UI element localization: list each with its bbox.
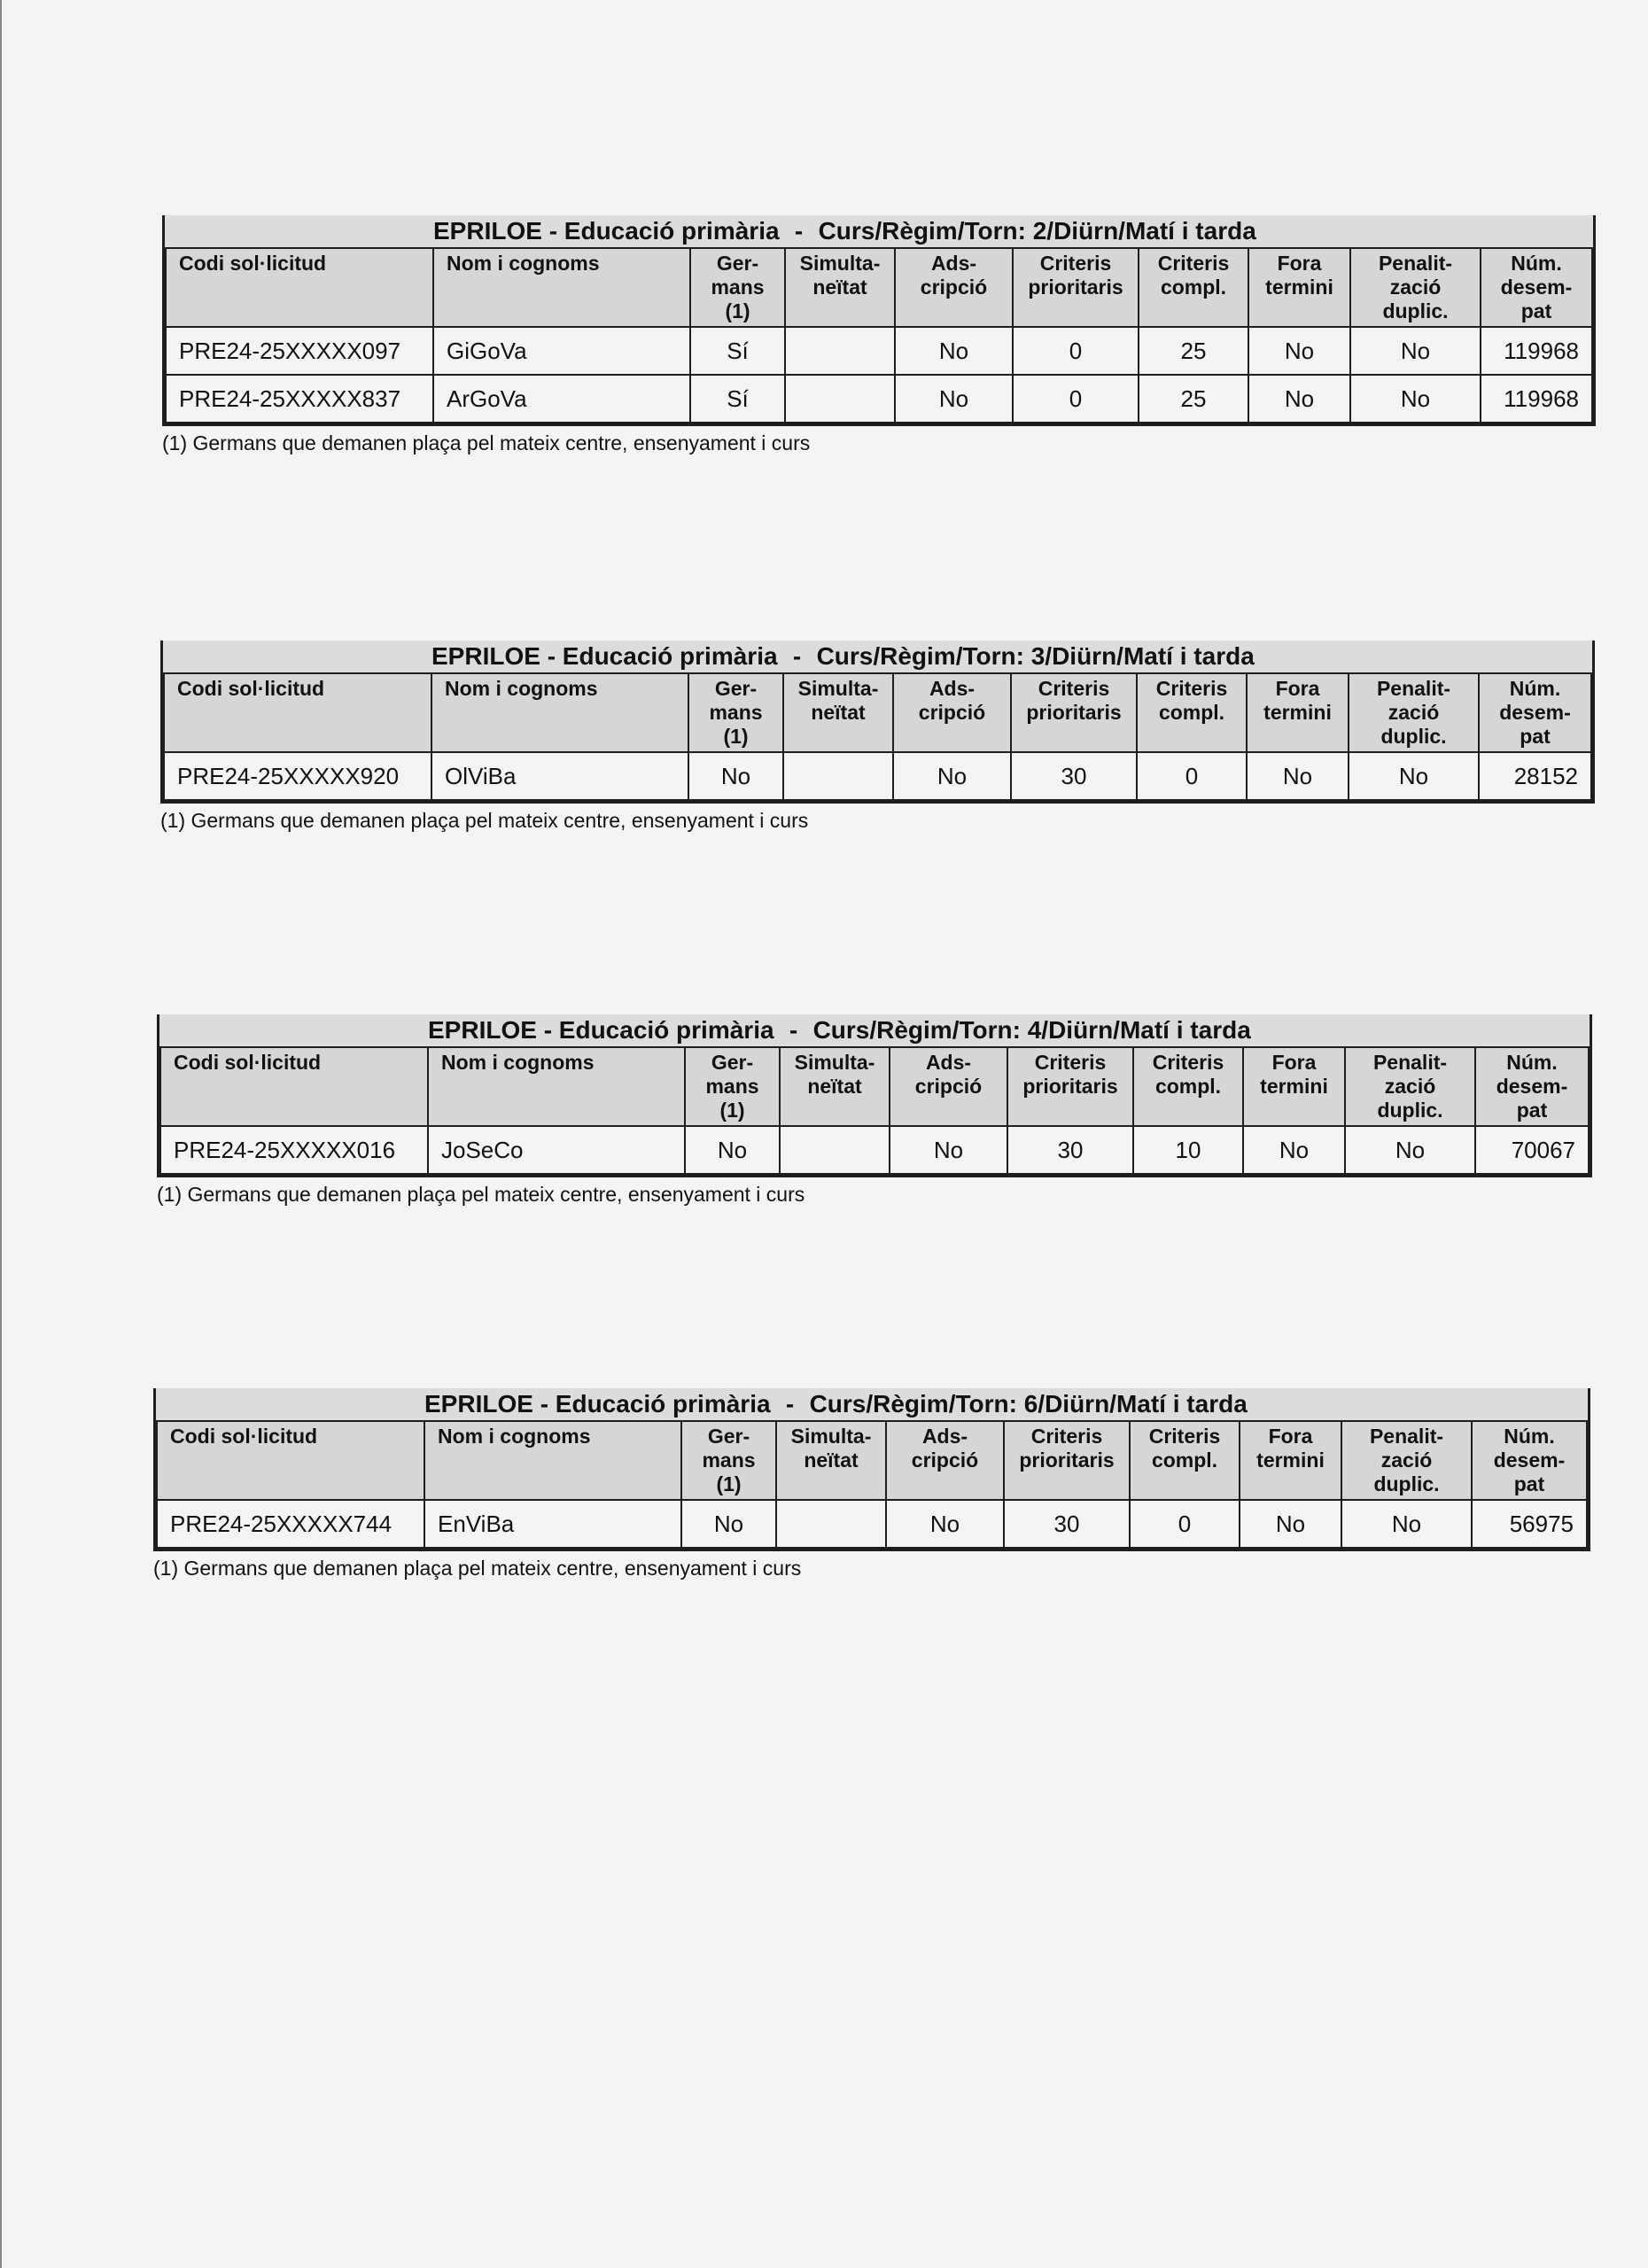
cell-penalitzacio: No (1349, 752, 1479, 800)
cell-adscripcio: No (886, 1500, 1004, 1548)
cell-adscripcio: No (895, 327, 1013, 375)
header-fora-termini: Fora termini (1243, 1047, 1345, 1126)
list-title-course: Curs/Règim/Torn: 6/Diürn/Matí i tarda (809, 1390, 1248, 1418)
cell-adscripcio: No (893, 752, 1011, 800)
cell-fora-termini: No (1240, 1500, 1341, 1548)
list-frame (153, 1388, 1590, 1551)
list-title-course: Curs/Règim/Torn: 2/Diürn/Matí i tarda (818, 217, 1256, 245)
header-simultaneitat: Simulta- neïtat (783, 673, 893, 752)
footnote: (1) Germans que demanen plaça pel mateix centre, ensenyament i curs (153, 1557, 802, 1580)
header-adscripcio: Ads- cripció (893, 673, 1011, 752)
list-title-separator: - (789, 1016, 798, 1044)
cell-codi: PRE24-25XXXXX837 (166, 375, 433, 423)
cell-fora-termini: No (1247, 752, 1349, 800)
cell-simultaneitat (776, 1500, 886, 1548)
cell-criteris-prioritaris: 30 (1004, 1500, 1130, 1548)
list-title-bar (165, 215, 1593, 247)
header-num-desempat: Núm. desem- pat (1481, 248, 1592, 327)
table-header-row (164, 673, 1591, 752)
applications-table (156, 1420, 1588, 1549)
list-title-course: Curs/Règim/Torn: 3/Diürn/Matí i tarda (816, 642, 1255, 670)
header-nom: Nom i cognoms (433, 248, 690, 327)
cell-criteris-prioritaris: 30 (1011, 752, 1137, 800)
admission-list-block (162, 215, 1596, 455)
cell-germans: No (685, 1126, 780, 1174)
header-criteris-compl: Criteris compl. (1133, 1047, 1243, 1126)
list-frame (160, 641, 1595, 804)
header-num-desempat: Núm. desem- pat (1475, 1047, 1589, 1126)
cell-criteris-compl: 25 (1139, 375, 1248, 423)
admission-list-block (160, 641, 1595, 833)
header-adscripcio: Ads- cripció (886, 1421, 1004, 1500)
table-header-row (166, 248, 1592, 327)
cell-criteris-prioritaris: 30 (1007, 1126, 1133, 1174)
list-title (433, 217, 1256, 245)
list-title (431, 642, 1255, 671)
cell-nom: GiGoVa (433, 327, 690, 375)
page-left-edge (0, 0, 2, 2268)
applications-table (163, 672, 1592, 801)
list-title (424, 1390, 1248, 1418)
list-title-separator: - (785, 1390, 795, 1418)
cell-penalitzacio: No (1350, 375, 1481, 423)
header-criteris-prioritaris: Criteris prioritaris (1004, 1421, 1130, 1500)
footnote: (1) Germans que demanen plaça pel mateix centre, ensenyament i curs (157, 1183, 805, 1206)
header-criteris-compl: Criteris compl. (1137, 673, 1247, 752)
cell-germans: No (688, 752, 783, 800)
table-row (157, 1500, 1587, 1548)
header-nom: Nom i cognoms (424, 1421, 681, 1500)
cell-nom: JoSeCo (428, 1126, 685, 1174)
cell-simultaneitat (780, 1126, 890, 1174)
header-codi: Codi sol·licitud (160, 1047, 428, 1126)
cell-criteris-compl: 25 (1139, 327, 1248, 375)
header-codi: Codi sol·licitud (164, 673, 431, 752)
list-title-bar (159, 1014, 1590, 1046)
list-title-separator: - (794, 217, 804, 245)
applications-table (165, 247, 1593, 423)
cell-fora-termini: No (1243, 1126, 1345, 1174)
header-simultaneitat: Simulta- neïtat (776, 1421, 886, 1500)
cell-codi: PRE24-25XXXXX920 (164, 752, 431, 800)
cell-nom: OlViBa (431, 752, 688, 800)
table-row (166, 375, 1592, 423)
cell-penalitzacio: No (1341, 1500, 1472, 1548)
cell-codi: PRE24-25XXXXX744 (157, 1500, 424, 1548)
cell-penalitzacio: No (1350, 327, 1481, 375)
list-frame (157, 1014, 1592, 1177)
cell-criteris-compl: 0 (1130, 1500, 1240, 1548)
cell-nom: ArGoVa (433, 375, 690, 423)
list-title-bar (163, 641, 1592, 672)
header-codi: Codi sol·licitud (166, 248, 433, 327)
header-penalitzacio: Penalit- zació duplic. (1349, 673, 1479, 752)
cell-adscripcio: No (895, 375, 1013, 423)
list-title-program: EPRILOE - Educació primària (428, 1016, 774, 1044)
cell-germans: No (681, 1500, 776, 1548)
header-penalitzacio: Penalit- zació duplic. (1350, 248, 1481, 327)
cell-criteris-prioritaris: 0 (1013, 327, 1139, 375)
header-germans: Ger- mans (1) (685, 1047, 780, 1126)
cell-codi: PRE24-25XXXXX097 (166, 327, 433, 375)
cell-num-desempat: 119968 (1481, 375, 1592, 423)
header-criteris-prioritaris: Criteris prioritaris (1013, 248, 1139, 327)
table-row (164, 752, 1591, 800)
header-germans: Ger- mans (1) (688, 673, 783, 752)
header-criteris-prioritaris: Criteris prioritaris (1011, 673, 1137, 752)
cell-criteris-compl: 0 (1137, 752, 1247, 800)
cell-num-desempat: 70067 (1475, 1126, 1589, 1174)
applications-table (159, 1046, 1590, 1175)
list-title (428, 1016, 1251, 1045)
list-title-bar (156, 1388, 1588, 1420)
cell-num-desempat: 56975 (1472, 1500, 1587, 1548)
header-germans: Ger- mans (1) (690, 248, 785, 327)
cell-codi: PRE24-25XXXXX016 (160, 1126, 428, 1174)
table-row (166, 327, 1592, 375)
cell-penalitzacio: No (1345, 1126, 1475, 1174)
cell-num-desempat: 119968 (1481, 327, 1592, 375)
header-nom: Nom i cognoms (428, 1047, 685, 1126)
cell-fora-termini: No (1248, 375, 1350, 423)
header-nom: Nom i cognoms (431, 673, 688, 752)
header-criteris-compl: Criteris compl. (1130, 1421, 1240, 1500)
header-simultaneitat: Simulta- neïtat (780, 1047, 890, 1126)
table-header-row (157, 1421, 1587, 1500)
cell-simultaneitat (785, 327, 895, 375)
table-header-row (160, 1047, 1589, 1126)
list-frame (162, 215, 1596, 426)
cell-germans: Sí (690, 375, 785, 423)
cell-simultaneitat (785, 375, 895, 423)
header-num-desempat: Núm. desem- pat (1472, 1421, 1587, 1500)
header-adscripcio: Ads- cripció (895, 248, 1013, 327)
cell-num-desempat: 28152 (1479, 752, 1591, 800)
cell-nom: EnViBa (424, 1500, 681, 1548)
header-fora-termini: Fora termini (1247, 673, 1349, 752)
header-simultaneitat: Simulta- neïtat (785, 248, 895, 327)
header-criteris-compl: Criteris compl. (1139, 248, 1248, 327)
footnote: (1) Germans que demanen plaça pel mateix centre, ensenyament i curs (162, 431, 811, 454)
admission-list-block (157, 1014, 1592, 1207)
header-penalitzacio: Penalit- zació duplic. (1341, 1421, 1472, 1500)
header-fora-termini: Fora termini (1240, 1421, 1341, 1500)
footnote: (1) Germans que demanen plaça pel mateix centre, ensenyament i curs (160, 809, 809, 832)
cell-criteris-compl: 10 (1133, 1126, 1243, 1174)
list-title-course: Curs/Règim/Torn: 4/Diürn/Matí i tarda (812, 1016, 1251, 1044)
list-title-program: EPRILOE - Educació primària (433, 217, 780, 245)
cell-germans: Sí (690, 327, 785, 375)
header-criteris-prioritaris: Criteris prioritaris (1007, 1047, 1133, 1126)
header-fora-termini: Fora termini (1248, 248, 1350, 327)
cell-fora-termini: No (1248, 327, 1350, 375)
list-title-program: EPRILOE - Educació primària (424, 1390, 771, 1418)
cell-criteris-prioritaris: 0 (1013, 375, 1139, 423)
table-row (160, 1126, 1589, 1174)
admission-list-block (153, 1388, 1590, 1581)
list-title-program: EPRILOE - Educació primària (431, 642, 778, 670)
cell-simultaneitat (783, 752, 893, 800)
header-adscripcio: Ads- cripció (890, 1047, 1007, 1126)
list-title-separator: - (792, 642, 802, 670)
header-codi: Codi sol·licitud (157, 1421, 424, 1500)
header-penalitzacio: Penalit- zació duplic. (1345, 1047, 1475, 1126)
header-num-desempat: Núm. desem- pat (1479, 673, 1591, 752)
cell-adscripcio: No (890, 1126, 1007, 1174)
header-germans: Ger- mans (1) (681, 1421, 776, 1500)
